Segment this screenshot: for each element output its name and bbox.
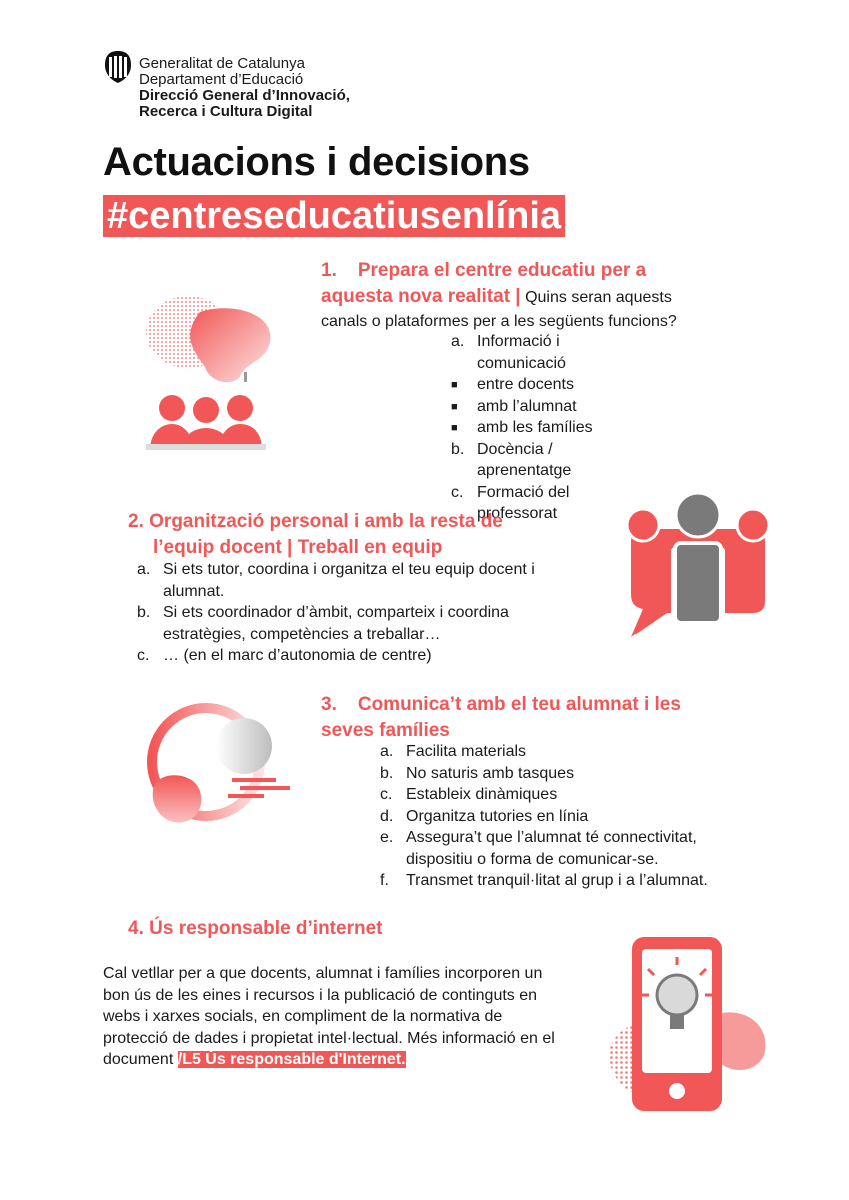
- list-marker: c.: [451, 483, 464, 501]
- list-item-text: Informació i comunicació: [477, 333, 566, 372]
- list-marker: a.: [451, 333, 465, 350]
- list-item: [380, 784, 750, 806]
- list-item: [380, 806, 750, 828]
- list-item: [380, 741, 750, 763]
- list-marker: c.: [380, 786, 393, 803]
- list-item: [451, 331, 631, 374]
- section-1-intro: canals o plataformes per a les següents funcions?: [321, 313, 677, 330]
- smartphone-lightbulb-icon: [604, 935, 774, 1115]
- section-1: [321, 258, 721, 333]
- section-2-title-line-2: l’equip docent | Treball en equip: [153, 537, 443, 558]
- responsible-internet-link[interactable]: /L5 Ús responsable d'Internet.: [177, 1051, 406, 1068]
- page-title: Actuacions i decisions: [103, 140, 530, 184]
- section-1-list: [451, 331, 631, 525]
- list-item-text: Estableix dinàmiques: [406, 786, 558, 803]
- section-3-list: [380, 741, 750, 892]
- list-marker: e.: [380, 829, 394, 846]
- list-item-text: amb les famílies: [477, 419, 593, 436]
- list-item: [380, 870, 750, 892]
- chat-circle-icon: [140, 698, 300, 838]
- list-marker: a.: [380, 743, 394, 760]
- list-marker: d.: [380, 807, 394, 825]
- header-line-1: Generalitat de Catalunya: [139, 55, 305, 72]
- list-item-text: Assegura’t que l’alumnat té connectivitat, dispositiu o forma de comunicar-se.: [406, 829, 697, 868]
- list-item-text: Docència / aprenentatge: [477, 440, 572, 479]
- list-item-text: entre docents: [477, 376, 574, 393]
- section-3-title-line-1: 3. Comunica’t amb el teu alumnat i les: [321, 694, 681, 715]
- header-line-4: Recerca i Cultura Digital: [139, 103, 313, 120]
- list-item: [137, 602, 577, 645]
- list-marker: b.: [380, 764, 394, 782]
- section-3-title-line-2: seves famílies: [321, 720, 450, 741]
- list-marker: b.: [137, 604, 151, 621]
- section-2: [128, 509, 588, 561]
- list-item-text: Transmet tranquil·litat al grup i a l’alumnat.: [406, 872, 708, 889]
- people-cloud-icon: [140, 292, 290, 452]
- section-4-text: Cal vetllar per a que docents, alumnat i famílies incorporen un bon ús de les eines i recursos i la publicació de continguts en webs i xarxes socials, en compliment de la normativa de protecció de dades i propietat intel·lectual. Més informació en el document: [103, 965, 555, 1068]
- list-marker: a.: [137, 561, 151, 578]
- hashtag-banner: [103, 193, 565, 239]
- hashtag-text: #centreseducatiusenlínia: [103, 195, 565, 237]
- list-marker: ■: [451, 379, 458, 391]
- list-item: [451, 396, 631, 418]
- list-marker: b.: [451, 440, 465, 458]
- section-1-title-line-1: 1. Prepara el centre educatiu per a: [321, 260, 647, 281]
- list-marker: c.: [137, 647, 150, 664]
- list-item-text: Facilita materials: [406, 743, 527, 760]
- list-marker: f.: [380, 872, 389, 889]
- header-line-2: Departament d’Educació: [139, 71, 304, 88]
- list-item: [451, 374, 631, 396]
- generalitat-logo-icon: [103, 50, 133, 84]
- section-4-paragraph: [103, 963, 557, 1071]
- list-item: [137, 645, 577, 667]
- list-item: [380, 763, 750, 785]
- list-item: [451, 439, 631, 482]
- list-item: [451, 417, 631, 439]
- list-item: [380, 827, 750, 870]
- section-3: [321, 692, 741, 744]
- section-2-list: [137, 559, 577, 667]
- list-marker: ■: [451, 422, 458, 434]
- list-item-text: No saturis amb tasques: [406, 764, 575, 782]
- section-2-title-line-1: 2. Organització personal i amb la resta de: [128, 511, 503, 532]
- list-item-text: Si ets coordinador d’àmbit, comparteix i coordina estratègies, competències a treballar…: [163, 604, 509, 643]
- list-item-text: … (en el marc d’autonomia de centre): [163, 647, 432, 664]
- list-item-text: Si ets tutor, coordina i organitza el teu equip docent i alumnat.: [163, 561, 535, 600]
- header-line-3: Direcció General d’Innovació,: [139, 87, 350, 104]
- list-item-text: amb l’alumnat: [477, 397, 577, 415]
- section-4-title: 4. Ús responsable d’internet: [128, 918, 383, 939]
- list-item-text: Formació del professorat: [477, 483, 570, 522]
- team-speech-bubble-icon: [623, 489, 773, 639]
- list-item: [137, 559, 577, 602]
- section-1-title-line-2: aquesta nova realitat | Quins seran aquests: [321, 286, 672, 307]
- list-marker: ■: [451, 400, 458, 413]
- list-item-text: Organitza tutories en línia: [406, 807, 589, 825]
